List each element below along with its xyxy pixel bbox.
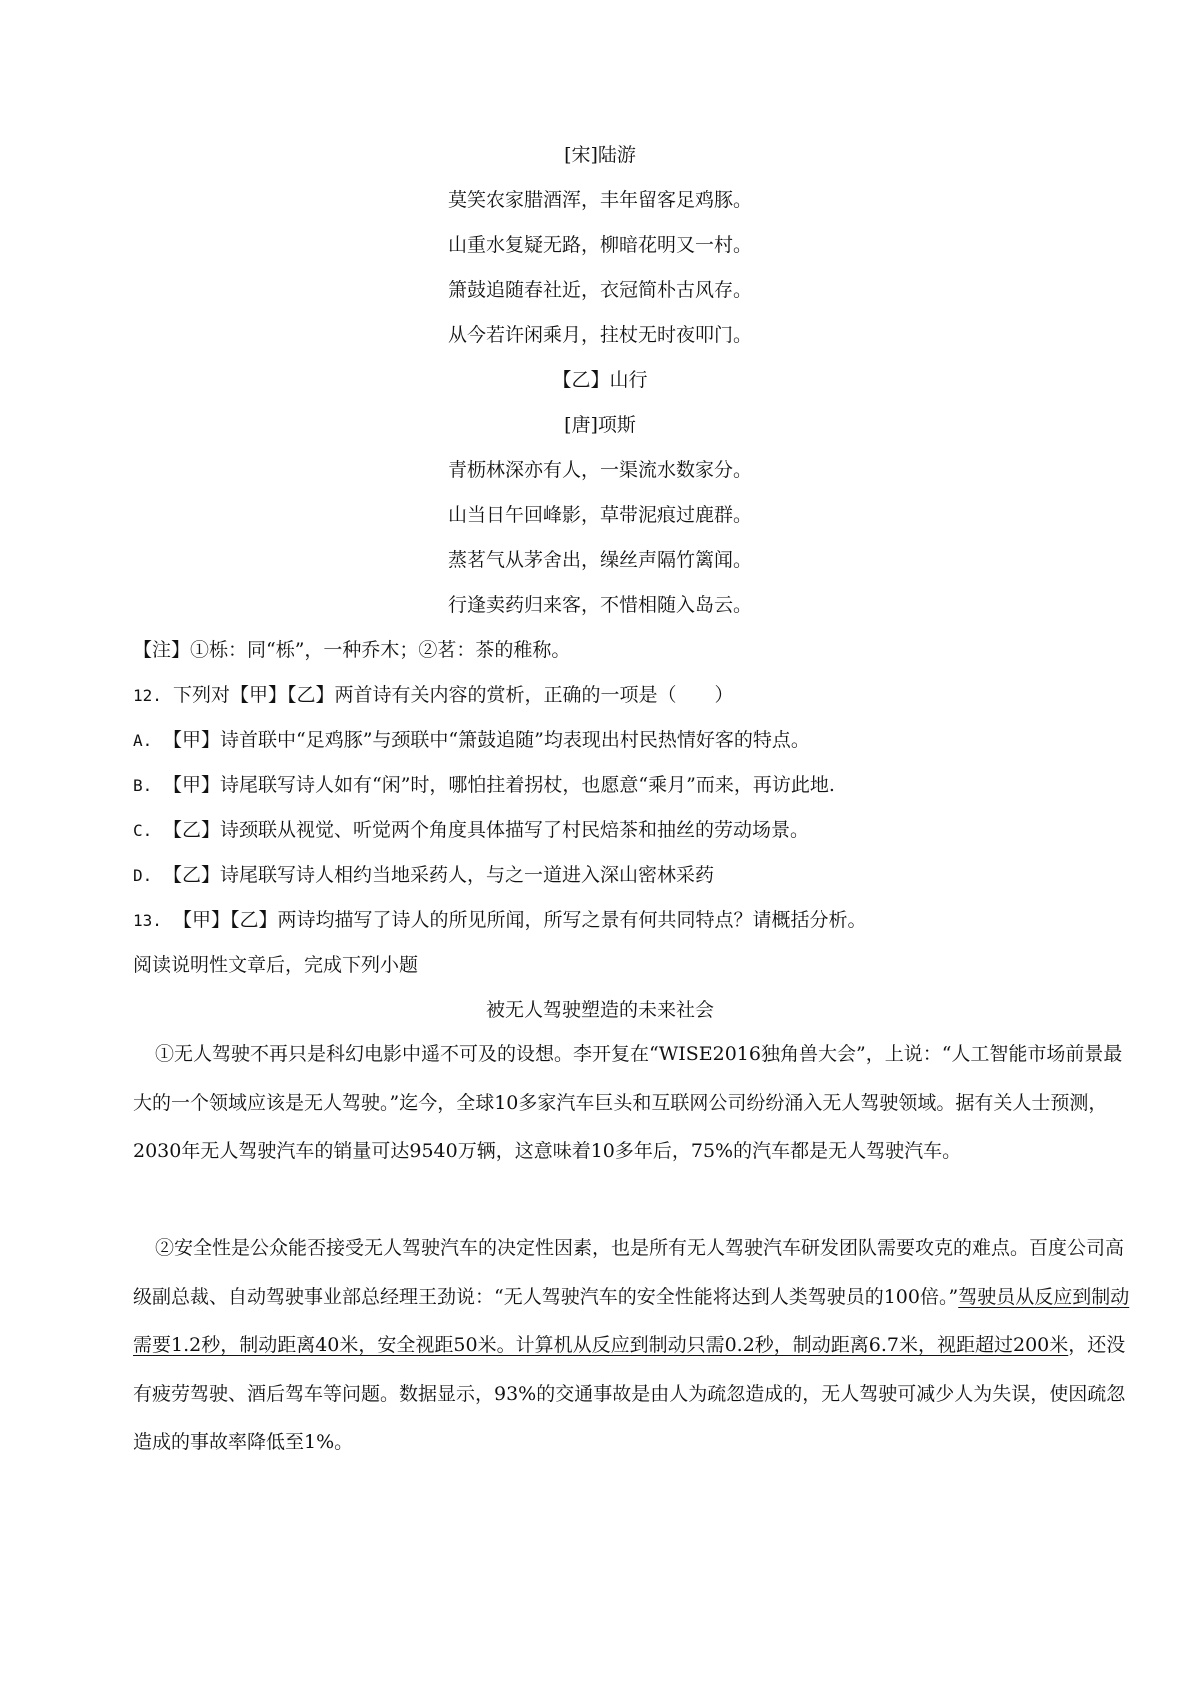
question-13-stem: 【甲】【乙】两诗均描写了诗人的所见所闻，所写之景有何共同特点？请概括分析。 <box>173 909 867 931</box>
poem-yi-line-4: 行逢卖药归来客，不惜相随入岛云。 <box>447 594 752 616</box>
option-a-text: 【甲】诗首联中“足鸡豚”与颈联中“箫鼓追随”均表现出村民热情好客的特点。 <box>163 729 810 751</box>
option-b[interactable] <box>133 771 835 800</box>
reading-intro: 阅读说明性文章后，完成下列小题 <box>133 954 419 976</box>
question-12-stem: 下列对【甲】【乙】两首诗有关内容的赏析，正确的一项是（ ） <box>173 684 734 706</box>
article-title: 被无人驾驶塑造的未来社会 <box>485 999 714 1021</box>
question-13 <box>133 906 867 935</box>
question-13-number: 13. <box>133 911 162 930</box>
option-d-text: 【乙】诗尾联写诗人相约当地采药人，与之一道进入深山密林采药 <box>163 864 715 886</box>
option-a[interactable] <box>133 726 810 755</box>
option-b-letter: B. <box>133 776 153 795</box>
article-paragraph-2-underlined: 驾驶员从反应到制动需要1.2秒，制动距离40米，安全视距50米。计算机从反应到制动只需0.2秒，制动距离6.7米，视距超过200米 <box>133 1285 1130 1356</box>
article-paragraph-1-text: ①无人驾驶不再只是科幻电影中遥不可及的设想。李开复在“WISE2016独角兽大会”，上说：“人工智能市场前景最大的一个领域应该是无人驾驶。”迄今，全球10多家汽车巨头和互联网公司纷纷涌入无人驾驶领域。据有关人士预测，2030年无人驾驶汽车的销量可达9540万辆，这意味着10多年后，75%的汽车都是无人驾驶汽车。 <box>133 1043 1123 1162</box>
article-paragraph-2 <box>133 1224 1133 1467</box>
option-c-text: 【乙】诗颈联从视觉、听觉两个角度具体描写了村民焙茶和抽丝的劳动场景。 <box>163 819 810 841</box>
poem-jia-line-4: 从今若许闲乘月，拄杖无时夜叩门。 <box>447 324 752 346</box>
option-d-letter: D. <box>133 866 153 885</box>
poem-jia-line-2: 山重水复疑无路，柳暗花明又一村。 <box>447 234 752 256</box>
poem-jia-author: [宋]陆游 <box>564 144 636 166</box>
poem-yi-line-3: 蒸茗气从茅舍出，缲丝声隔竹篱闻。 <box>447 549 752 571</box>
option-a-letter: A. <box>133 731 153 750</box>
option-c[interactable] <box>133 816 809 845</box>
poem-jia-line-1: 莫笑农家腊酒浑，丰年留客足鸡豚。 <box>447 189 752 211</box>
article-paragraph-1 <box>133 1030 1133 1176</box>
poem-yi-author: [唐]项斯 <box>564 414 636 436</box>
poem-yi-line-2: 山当日午回峰影，草带泥痕过鹿群。 <box>447 504 752 526</box>
article-paragraph-2-rest: ，还没有疲劳驾驶、酒后驾车等问题。数据显示，93%的交通事故是由人为疏忽造成的，无人驾驶可减少人为失误，使因疏忽造成的事故率降低至1%。 <box>133 1334 1126 1453</box>
question-12-number: 12. <box>133 686 162 705</box>
poem-yi-title: 【乙】山行 <box>552 369 648 391</box>
poem-jia-line-3: 箫鼓追随春社近，衣冠简朴古风存。 <box>447 279 752 301</box>
question-12 <box>133 681 734 710</box>
option-d[interactable] <box>133 861 714 890</box>
article-paragraph-2-intro: ②安全性是公众能否接受无人驾驶汽车的决定性因素，也是所有无人驾驶汽车研发团队需要攻克的难点。百度公司高级副总裁、自动驾驶事业部总经理王劲说：“无人驾驶汽车的安全性能将达到人类驾驶员的100倍。” <box>133 1237 1125 1308</box>
option-b-text: 【甲】诗尾联写诗人如有“闲”时，哪怕拄着拐杖，也愿意“乘月”而来，再访此地. <box>163 774 835 796</box>
poem-yi-line-1: 青枥林深亦有人，一渠流水数家分。 <box>447 459 752 481</box>
annotation-note: 【注】①栎：同“栎”，一种乔木；②茗：茶的稚称。 <box>133 639 571 661</box>
option-c-letter: C. <box>133 821 153 840</box>
